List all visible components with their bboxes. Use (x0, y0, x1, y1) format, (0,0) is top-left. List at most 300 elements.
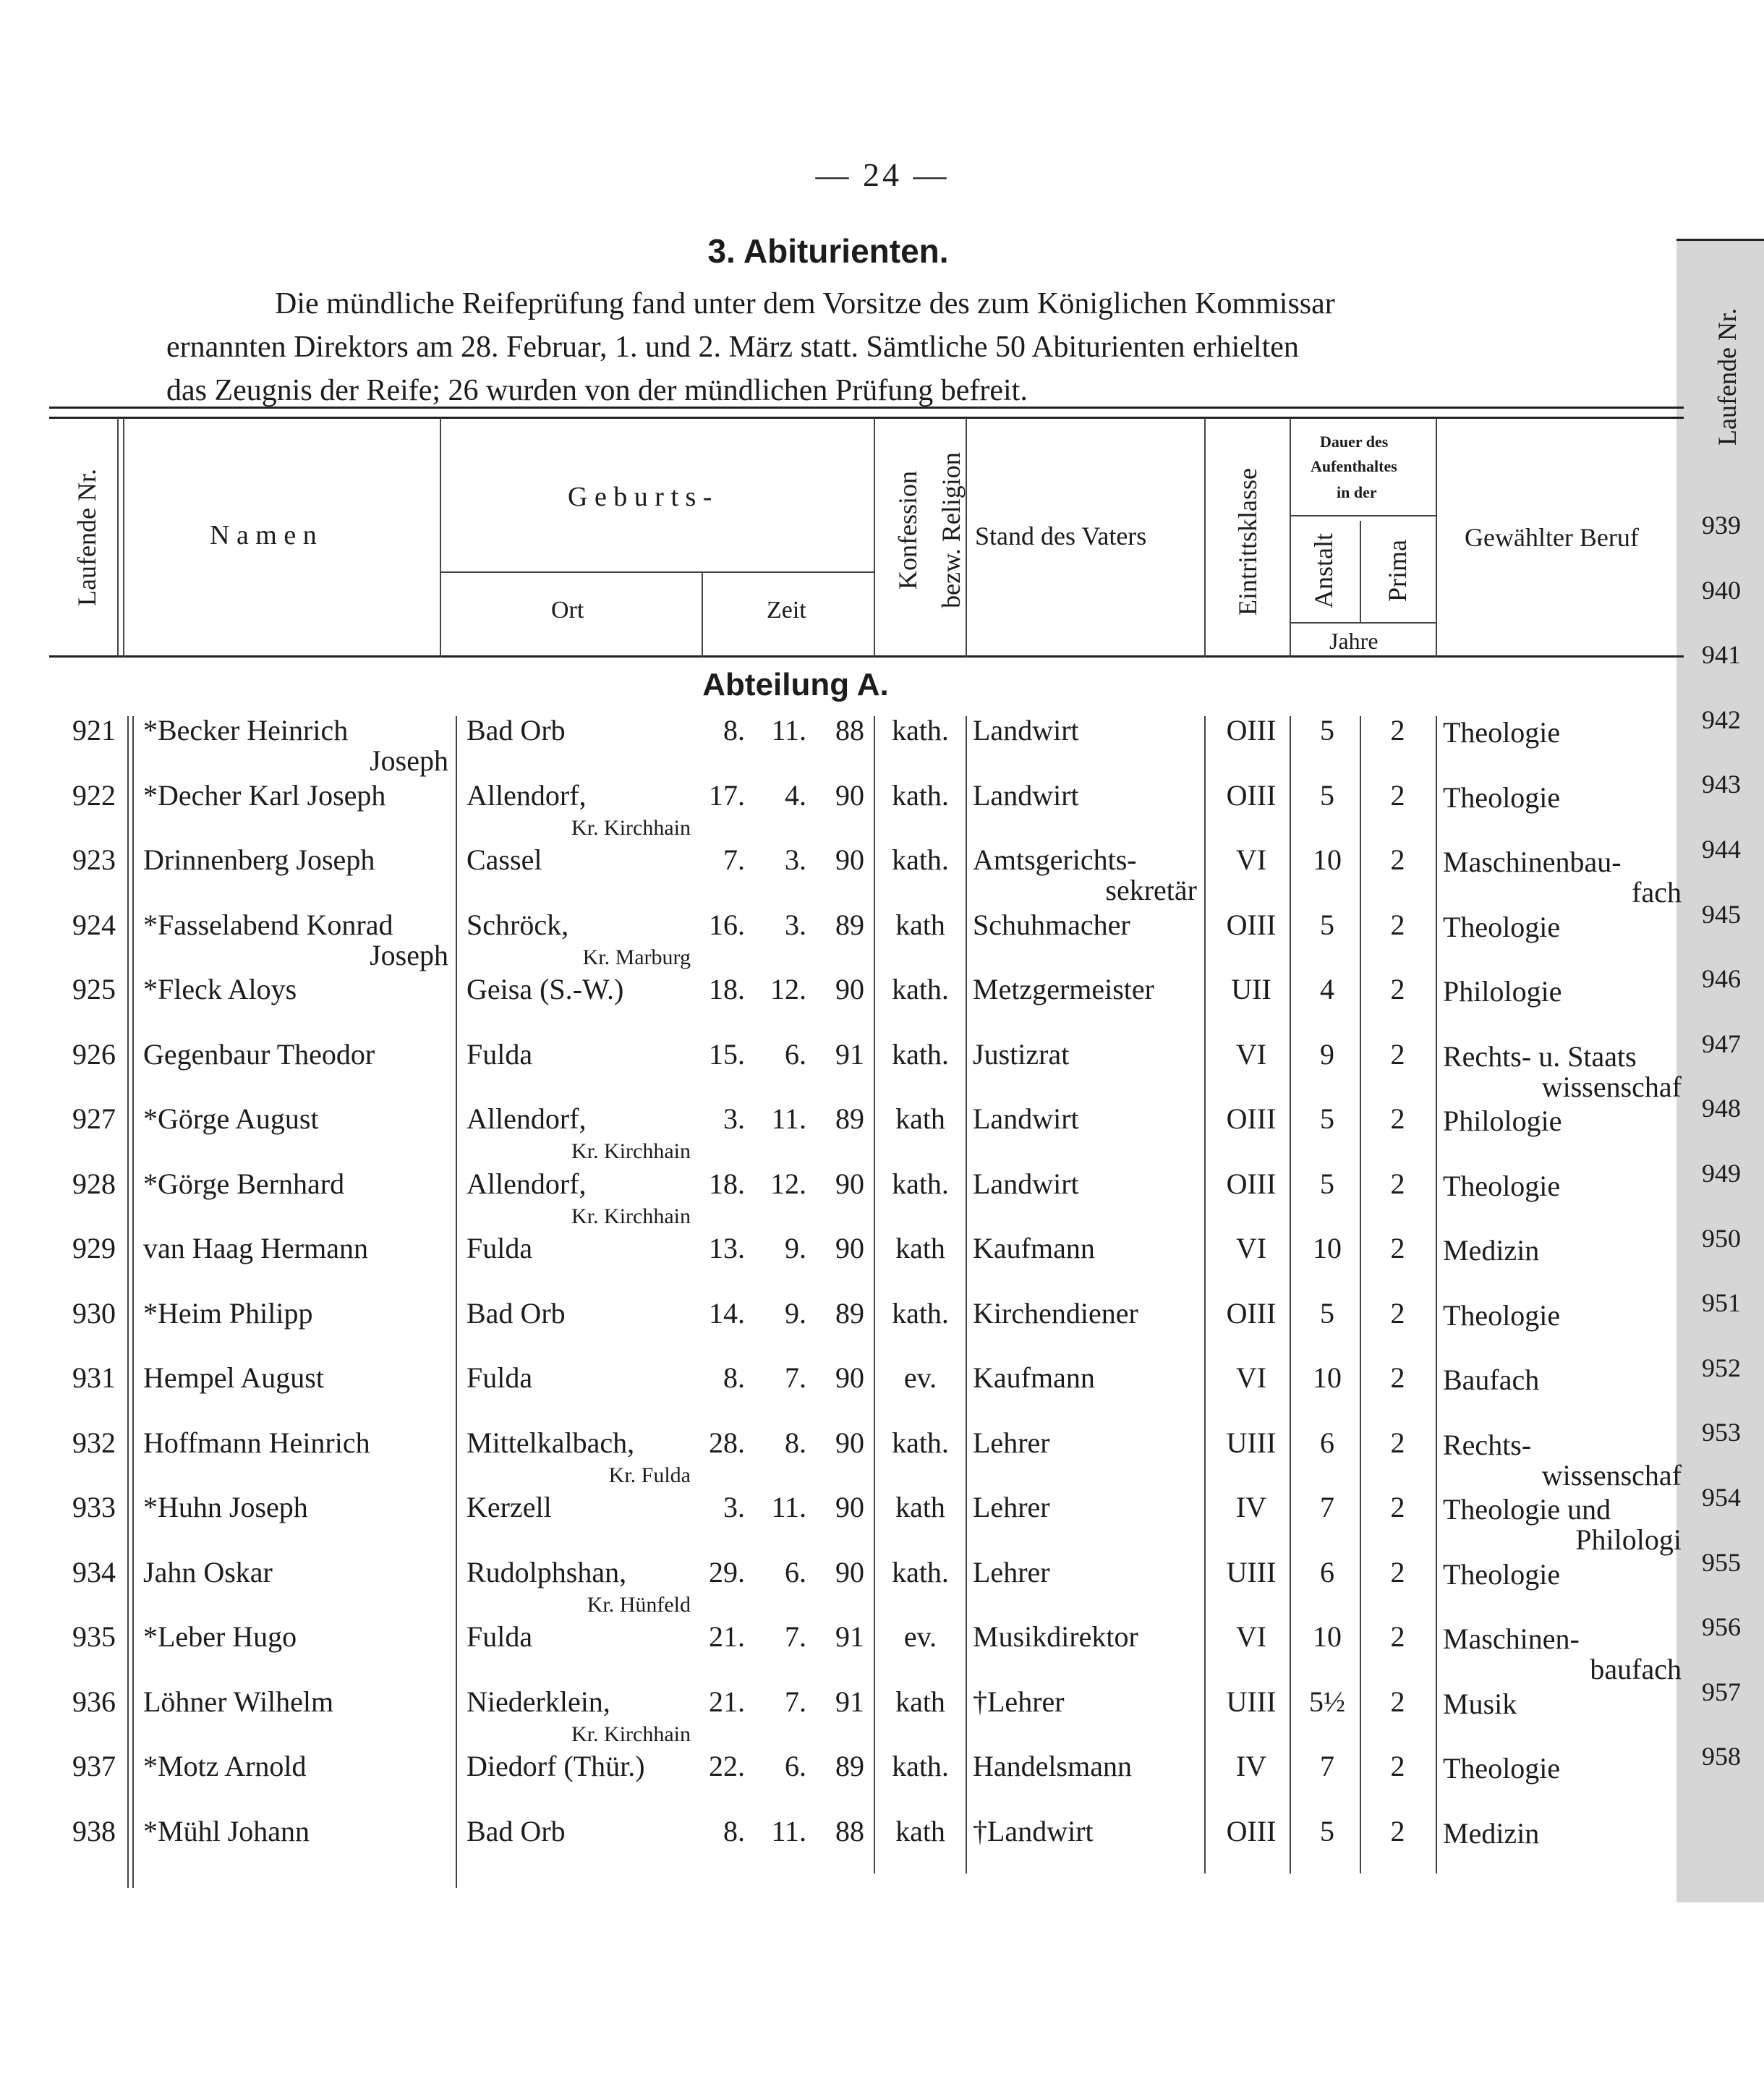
birth-day: 21. (709, 1685, 745, 1718)
father-occupation: †Landwirt (973, 1814, 1094, 1847)
birth-month: 7. (785, 1685, 806, 1718)
entry-class: VI (1235, 843, 1267, 876)
chosen-career: Theologie (1443, 1557, 1561, 1591)
chosen-career-cont: wissenschaf (1541, 1070, 1682, 1103)
religion: kath. (892, 1426, 949, 1459)
header-bottom-rule (49, 655, 1684, 658)
header-religion: bezw. Religion (937, 452, 966, 608)
birth-year: 88 (835, 714, 864, 747)
years-at-school: 10 (1313, 1620, 1342, 1653)
birth-place: Fulda (466, 1620, 533, 1653)
father-occupation: Lehrer (973, 1426, 1050, 1459)
years-in-prima: 2 (1390, 1296, 1405, 1330)
chosen-career: Philologie (1443, 975, 1562, 1008)
row-number: 922 (72, 778, 116, 812)
birth-month: 11. (771, 714, 806, 747)
birth-month: 6. (785, 1555, 806, 1588)
adjacent-row-number: 953 (1702, 1418, 1741, 1447)
years-at-school: 5 (1320, 778, 1334, 812)
birth-district: Kr. Kirchhain (571, 1722, 691, 1746)
birth-month: 8. (785, 1426, 806, 1459)
religion: kath (895, 1102, 945, 1135)
birth-day: 18. (709, 1167, 745, 1200)
father-occupation: Landwirt (973, 1102, 1079, 1135)
birth-place: Schröck, (466, 908, 569, 941)
religion: kath (895, 1685, 945, 1718)
chosen-career: Theologie (1443, 1169, 1561, 1202)
birth-year: 88 (835, 1814, 864, 1847)
religion: kath. (892, 778, 949, 812)
entry-class: OIII (1226, 1102, 1277, 1135)
row-number: 936 (72, 1685, 116, 1718)
birth-year: 89 (835, 908, 864, 941)
table-row (0, 908, 1685, 972)
adjacent-row-number: 946 (1702, 964, 1741, 994)
col-line (1204, 418, 1206, 657)
years-in-prima: 2 (1390, 1685, 1405, 1718)
birth-month: 9. (785, 1232, 806, 1264)
entry-class: UII (1231, 973, 1271, 1005)
chosen-career: Maschinenbau- (1443, 846, 1622, 878)
birth-place: Fulda (466, 1037, 533, 1071)
birth-month: 6. (785, 1750, 806, 1782)
row-number: 932 (72, 1426, 116, 1459)
birth-month: 7. (785, 1361, 806, 1394)
father-occupation: Lehrer (973, 1555, 1050, 1588)
intro-paragraph (166, 282, 1577, 412)
student-name: *Fasselabend Konrad (143, 908, 393, 941)
years-in-prima: 2 (1390, 778, 1405, 812)
table-row (0, 1037, 1685, 1102)
header-anstalt: Anstalt (1309, 533, 1338, 608)
row-number: 921 (72, 714, 116, 747)
chosen-career: Theologie (1443, 716, 1561, 749)
years-in-prima: 2 (1390, 1814, 1405, 1847)
chosen-career: Rechts- u. Staats (1443, 1039, 1637, 1073)
header-dauer-3: in der (1337, 483, 1377, 501)
birth-place: Allendorf, (466, 778, 587, 812)
birth-day: 29. (709, 1555, 745, 1588)
birth-day: 13. (709, 1232, 745, 1264)
student-name: *Heim Philipp (143, 1296, 313, 1330)
birth-month: 11. (771, 1491, 806, 1523)
table-row (0, 1490, 1685, 1554)
years-in-prima: 2 (1390, 1426, 1405, 1459)
student-name: *Mühl Johann (143, 1814, 310, 1847)
birth-day: 17. (709, 778, 745, 812)
entry-class: OIII (1226, 714, 1277, 747)
birth-district: Kr. Fulda (608, 1463, 691, 1487)
birth-place: Allendorf, (466, 1102, 587, 1135)
student-name: Jahn Oskar (143, 1555, 273, 1588)
col-line (874, 418, 875, 657)
adjacent-row-number: 958 (1702, 1742, 1741, 1771)
chosen-career: Theologie (1443, 780, 1561, 814)
header-namen: N a m e n (210, 520, 317, 550)
student-name: *Motz Arnold (143, 1750, 307, 1782)
adjacent-header-laufende-nr: Laufende Nr. (1713, 308, 1742, 446)
table-row (0, 1749, 1685, 1813)
header-stand-des-vaters: Stand des Vaters (975, 522, 1147, 550)
student-name-cont: Joseph (370, 744, 448, 777)
chosen-career: Theologie (1443, 1298, 1561, 1332)
chosen-career-cont: baufach (1590, 1653, 1682, 1685)
religion: kath. (892, 1750, 949, 1782)
father-occupation: Kaufmann (973, 1232, 1095, 1264)
section-heading: 3. Abiturienten. (707, 232, 949, 270)
row-number: 927 (72, 1102, 116, 1135)
student-name: *Görge August (143, 1102, 319, 1135)
entry-class: OIII (1226, 778, 1277, 812)
birth-place: Bad Orb (466, 1814, 566, 1847)
entry-class: IV (1235, 1491, 1267, 1523)
chosen-career: Musik (1443, 1687, 1517, 1720)
years-at-school: 5 (1320, 1296, 1334, 1330)
entry-class: VI (1235, 1037, 1267, 1071)
years-at-school: 5 (1320, 1167, 1334, 1200)
years-in-prima: 2 (1390, 843, 1405, 876)
years-in-prima: 2 (1390, 1620, 1405, 1653)
row-number: 931 (72, 1361, 116, 1394)
entry-class: UIII (1226, 1426, 1277, 1459)
birth-year: 90 (835, 1361, 864, 1394)
table-row (0, 1426, 1685, 1490)
entry-class: UIII (1226, 1555, 1277, 1588)
years-in-prima: 2 (1390, 1555, 1405, 1588)
col-line (1360, 521, 1361, 622)
student-name: Löhner Wilhelm (143, 1685, 334, 1718)
birth-place: Geisa (S.-W.) (466, 973, 624, 1005)
birth-place: Diedorf (Thür.) (466, 1750, 645, 1782)
adjacent-row-number: 943 (1702, 770, 1741, 799)
page-number: — 24 — (815, 156, 950, 193)
student-name: van Haag Hermann (143, 1232, 368, 1264)
row-number: 925 (72, 973, 116, 1005)
birth-month: 12. (770, 973, 806, 1005)
birth-year: 90 (835, 778, 864, 812)
religion: kath. (892, 1037, 949, 1071)
header-gewaehlter-beruf: Gewählter Beruf (1465, 523, 1639, 552)
header-geburts: G e b u r t s - (568, 482, 712, 512)
birth-month: 7. (785, 1620, 806, 1653)
years-in-prima: 2 (1390, 1167, 1405, 1200)
student-name: Hoffmann Heinrich (143, 1426, 370, 1459)
father-occupation: Amtsgerichts- (973, 843, 1137, 876)
years-at-school: 6 (1320, 1555, 1334, 1588)
row-number: 938 (72, 1814, 116, 1847)
adjacent-row-number: 957 (1702, 1677, 1741, 1706)
birth-year: 90 (835, 1167, 864, 1200)
adjacent-row-number: 939 (1702, 511, 1741, 540)
years-in-prima: 2 (1390, 1361, 1405, 1394)
birth-year: 90 (835, 843, 864, 876)
father-occupation: Kirchendiener (973, 1296, 1138, 1330)
birth-district: Kr. Kirchhain (571, 1204, 691, 1228)
jahre-divider (1291, 622, 1436, 624)
col-line (1436, 418, 1437, 657)
father-occupation: Schuhmacher (973, 908, 1130, 941)
student-name: Drinnenberg Joseph (143, 843, 375, 876)
birth-year: 89 (835, 1296, 864, 1330)
adjacent-row-number: 951 (1702, 1288, 1741, 1318)
birth-day: 18. (709, 973, 745, 1005)
entry-class: IV (1235, 1750, 1267, 1782)
entry-class: UIII (1226, 1685, 1277, 1718)
birth-day: 8. (723, 1361, 745, 1394)
years-at-school: 7 (1320, 1750, 1334, 1782)
religion: kath (895, 1232, 945, 1264)
row-number: 929 (72, 1232, 116, 1264)
religion: kath. (892, 714, 949, 747)
birth-day: 7. (723, 843, 745, 876)
row-number: 935 (72, 1620, 116, 1653)
abteilung-heading: Abteilung A. (702, 667, 889, 702)
birth-month: 9. (785, 1296, 806, 1330)
birth-day: 28. (709, 1426, 745, 1459)
geburts-divider (441, 571, 874, 573)
adjacent-row-number: 948 (1702, 1094, 1741, 1123)
years-in-prima: 2 (1390, 908, 1405, 941)
chosen-career: Theologie (1443, 910, 1561, 943)
intro-line: das Zeugnis der Reife; 26 wurden von der mündlichen Prüfung befreit. (166, 374, 1028, 407)
student-name: *Fleck Aloys (143, 973, 297, 1005)
father-occupation: Musikdirektor (973, 1620, 1138, 1653)
table-row (0, 1102, 1685, 1166)
years-at-school: 5 (1320, 714, 1334, 747)
col-line (117, 418, 119, 657)
years-at-school: 9 (1320, 1037, 1334, 1071)
chosen-career: Medizin (1443, 1816, 1540, 1850)
student-name-cont: Joseph (370, 938, 448, 971)
birth-day: 15. (709, 1037, 745, 1071)
chosen-career: Medizin (1443, 1234, 1540, 1267)
table-row (0, 1685, 1685, 1749)
birth-year: 89 (835, 1750, 864, 1782)
birth-year: 90 (835, 1426, 864, 1459)
religion: kath. (892, 973, 949, 1005)
years-at-school: 5 (1320, 908, 1334, 941)
years-at-school: 10 (1313, 1232, 1342, 1264)
years-in-prima: 2 (1390, 1750, 1405, 1782)
entry-class: OIII (1226, 1296, 1277, 1330)
birth-day: 3. (723, 1491, 745, 1523)
birth-place: Bad Orb (466, 1296, 566, 1330)
table-row (0, 972, 1685, 1037)
years-in-prima: 2 (1390, 1232, 1405, 1264)
birth-year: 89 (835, 1102, 864, 1135)
header-ort: Ort (551, 597, 584, 624)
entry-class: VI (1235, 1361, 1267, 1394)
chosen-career-cont: Philologi (1575, 1523, 1682, 1556)
row-number: 926 (72, 1037, 116, 1071)
birth-day: 22. (709, 1750, 745, 1782)
birth-place: Bad Orb (466, 714, 566, 747)
religion: kath (895, 1814, 945, 1847)
entry-class: VI (1235, 1620, 1267, 1653)
table-row (0, 1167, 1685, 1231)
father-occupation: Lehrer (973, 1491, 1050, 1523)
chosen-career-cont: fach (1632, 876, 1682, 909)
years-at-school: 10 (1313, 843, 1342, 876)
birth-year: 91 (835, 1037, 864, 1071)
birth-month: 11. (771, 1102, 806, 1135)
header-jahre: Jahre (1329, 628, 1379, 654)
row-number: 930 (72, 1296, 116, 1330)
birth-day: 21. (709, 1620, 745, 1653)
father-occupation: Landwirt (973, 1167, 1079, 1200)
header-konfession: Konfession (893, 471, 922, 590)
table-row (0, 713, 1685, 778)
years-at-school: 5 (1320, 1814, 1334, 1847)
table-row (0, 1361, 1685, 1425)
birth-place: Cassel (466, 843, 542, 876)
adjacent-row-number: 949 (1702, 1159, 1741, 1188)
dauer-divider (1291, 515, 1436, 516)
entry-class: OIII (1226, 908, 1277, 941)
adjacent-row-number: 945 (1702, 899, 1741, 929)
chosen-career: Rechts- (1443, 1428, 1532, 1461)
years-at-school: 6 (1320, 1426, 1334, 1459)
student-name: *Leber Hugo (143, 1620, 297, 1653)
table-row (0, 1620, 1685, 1684)
birth-place: Rudolphshan, (466, 1555, 627, 1588)
table-row (0, 1814, 1685, 1879)
years-at-school: 5 (1320, 1102, 1334, 1135)
chosen-career-cont: wissenschaf (1541, 1458, 1682, 1492)
row-number: 933 (72, 1491, 116, 1523)
entry-class: OIII (1226, 1167, 1277, 1200)
chosen-career: Philologie (1443, 1105, 1562, 1137)
father-occupation-cont: sekretär (1105, 874, 1197, 906)
religion: kath. (892, 1555, 949, 1588)
row-number: 937 (72, 1750, 116, 1782)
row-number: 928 (72, 1167, 116, 1200)
header-prima: Prima (1383, 540, 1412, 602)
religion: kath (895, 908, 945, 941)
years-at-school: 7 (1320, 1491, 1334, 1523)
birth-place: Niederklein, (466, 1685, 610, 1718)
table-row (0, 843, 1685, 907)
birth-day: 16. (709, 908, 745, 941)
adjacent-row-number: 947 (1702, 1029, 1741, 1058)
years-at-school: 5½ (1309, 1685, 1345, 1718)
adjacent-row-number: 940 (1702, 575, 1741, 605)
birth-month: 12. (770, 1167, 806, 1200)
adjacent-row-number: 942 (1702, 705, 1741, 734)
religion: kath (895, 1491, 945, 1523)
years-in-prima: 2 (1390, 714, 1405, 747)
intro-line: Die mündliche Reifeprüfung fand unter dem Vorsitze des zum Königlichen Kommissar (275, 287, 1335, 320)
father-occupation: †Lehrer (973, 1685, 1065, 1718)
col-line (702, 571, 703, 657)
birth-year: 91 (835, 1620, 864, 1653)
birth-month: 6. (785, 1037, 806, 1071)
col-line (123, 418, 124, 657)
chosen-career: Maschinen- (1443, 1622, 1580, 1655)
row-number: 923 (72, 843, 116, 876)
religion: kath. (892, 1296, 949, 1330)
table-row (0, 778, 1685, 843)
father-occupation: Landwirt (973, 778, 1079, 812)
table-row (0, 1555, 1685, 1620)
student-name: Hempel August (143, 1361, 324, 1394)
header-eintrittsklasse: Eintrittsklasse (1233, 468, 1262, 616)
entry-class: OIII (1226, 1814, 1277, 1847)
birth-district: Kr. Kirchhain (571, 1139, 691, 1163)
years-in-prima: 2 (1390, 1491, 1405, 1523)
header-laufende-nr: Laufende Nr. (72, 469, 101, 606)
col-line (1290, 418, 1291, 657)
religion: ev. (903, 1620, 937, 1653)
student-name: *Huhn Joseph (143, 1491, 308, 1523)
table-row (0, 1296, 1685, 1361)
header-dauer-2: Aufenthaltes (1311, 457, 1397, 475)
birth-district: Kr. Kirchhain (571, 815, 691, 840)
student-name: *Becker Heinrich (143, 714, 349, 747)
table-top-rule (49, 407, 1684, 409)
table-row (0, 1231, 1685, 1296)
years-in-prima: 2 (1390, 1102, 1405, 1135)
father-occupation: Justizrat (973, 1037, 1070, 1071)
years-in-prima: 2 (1390, 973, 1405, 1005)
adjacent-row-number: 955 (1702, 1547, 1741, 1577)
birth-year: 90 (835, 1232, 864, 1264)
father-occupation: Metzgermeister (973, 973, 1154, 1005)
father-occupation: Kaufmann (973, 1361, 1095, 1394)
table-top-rule-inner (49, 417, 1684, 419)
birth-year: 90 (835, 1555, 864, 1588)
religion: ev. (903, 1361, 937, 1394)
birth-day: 14. (709, 1296, 745, 1330)
birth-district: Kr. Hünfeld (587, 1592, 691, 1617)
birth-day: 3. (723, 1102, 745, 1135)
years-at-school: 4 (1320, 973, 1334, 1005)
student-name: Gegenbaur Theodor (143, 1037, 375, 1071)
adjacent-page-rule (1676, 239, 1764, 241)
birth-month: 3. (785, 908, 806, 941)
adjacent-row-number: 941 (1702, 640, 1741, 670)
years-at-school: 10 (1313, 1361, 1342, 1394)
adjacent-row-number: 950 (1702, 1223, 1741, 1253)
birth-day: 8. (723, 714, 745, 747)
entry-class: VI (1235, 1232, 1267, 1264)
birth-district: Kr. Marburg (582, 945, 691, 969)
adjacent-row-number: 954 (1702, 1483, 1741, 1512)
chosen-career: Baufach (1443, 1364, 1540, 1396)
student-name: *Görge Bernhard (143, 1167, 345, 1200)
intro-line: ernannten Direktors am 28. Februar, 1. und 2. März statt. Sämtliche 50 Abiturienten erhielten (166, 331, 1299, 364)
adjacent-row-number: 944 (1702, 835, 1741, 864)
col-line (440, 418, 441, 657)
birth-month: 3. (785, 843, 806, 876)
header-zeit: Zeit (767, 597, 806, 624)
years-in-prima: 2 (1390, 1037, 1405, 1071)
row-number: 934 (72, 1555, 116, 1588)
birth-place: Allendorf, (466, 1167, 587, 1200)
chosen-career: Theologie und (1443, 1493, 1611, 1526)
birth-year: 90 (835, 973, 864, 1005)
birth-place: Fulda (466, 1361, 533, 1394)
religion: kath. (892, 843, 949, 876)
birth-month: 11. (771, 1814, 806, 1847)
birth-day: 8. (723, 1814, 745, 1847)
religion: kath. (892, 1167, 949, 1200)
adjacent-row-number: 952 (1702, 1353, 1741, 1382)
birth-year: 90 (835, 1491, 864, 1523)
birth-place: Kerzell (466, 1491, 552, 1523)
row-number: 924 (72, 908, 116, 941)
birth-month: 4. (785, 778, 806, 812)
